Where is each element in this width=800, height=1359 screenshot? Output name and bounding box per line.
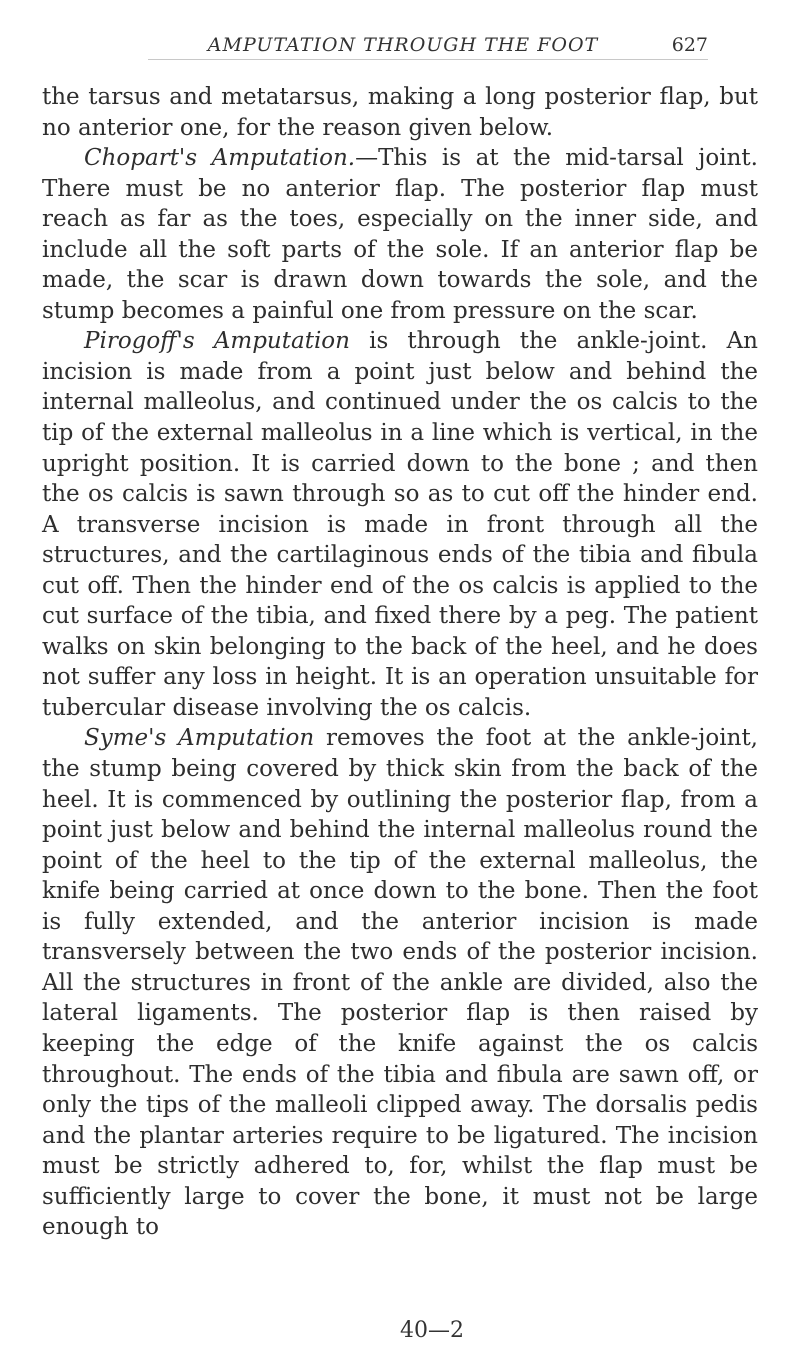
paragraph-text: removes the foot at the ankle-joint, the stump being covered by thick skin from the back of the heel. It is commenced by outlining the posterior flap, from a point just below and behind the internal malleolus round the point of the heel to the tip of the external malleolus, the knife being carried at once down to the bone. Then the foot is fully extended, and the anterior incision is made transversely between the two ends of the posterior incision. All the structures in front of the ankle are divided, also the lateral ligaments. The posterior flap is then raised by keeping the edge of the knife against the os calcis throughout. The ends of the tibia and fibula are sawn off, or only the tips of the malleoli clipped away. The dorsalis pedis and the plantar arteries require to be ligatured. The incision must be strictly adhered to, for, whilst the flap must be sufficiently large to cover the bone, it must not be large enough to: [42, 725, 758, 1241]
running-head: AMPUTATION THROUGH THE FOOT: [207, 34, 599, 56]
header-rule: [148, 59, 708, 60]
paragraph-text: the tarsus and metatarsus, making a long posterior flap, but no anterior one, for the reason given below.: [42, 84, 758, 141]
body-text: [42, 82, 758, 1243]
page-number: 627: [671, 34, 708, 56]
paragraph-symes-amputation: [42, 723, 758, 1242]
page-header: [148, 32, 708, 70]
section-term: Syme's Amputation: [84, 725, 315, 752]
section-term: Chopart's Amputation.: [84, 145, 356, 172]
paragraph-pirogoffs-amputation: [42, 326, 758, 723]
paragraph-choparts-amputation: [42, 143, 758, 326]
paragraph-text: is through the ankle-joint. An incision is made from a point just below and behind the internal malleolus, and continued under the os calcis to the tip of the external malleolus in a line which is vertical, in the upright position. It is carried down to the bone ; and then the os calcis is sawn through so as to cut off the hinder end. A transverse incision is made in front through all the structures, and the cartilaginous ends of the tibia and fibula cut off. Then the hinder end of the os calcis is applied to the cut surface of the tibia, and fixed there by a peg. The patient walks on skin belonging to the back of the heel, and he does not suffer any loss in height. It is an operation unsuitable for tubercular disease involving the os calcis.: [42, 328, 758, 721]
signature-mark: 40—2: [400, 1318, 464, 1343]
paragraph-text: —This is at the mid-tarsal joint. There must be no anterior flap. The posterior flap must reach as far as the toes, especially on the inner side, and include all the soft parts of the sole. If an anterior flap be made, the scar is drawn down towards the sole, and the stump becomes a painful one from pressure on the scar.: [42, 145, 758, 324]
section-term: Pirogoff's Amputation: [84, 328, 350, 355]
paragraph-continuation: [42, 82, 758, 143]
